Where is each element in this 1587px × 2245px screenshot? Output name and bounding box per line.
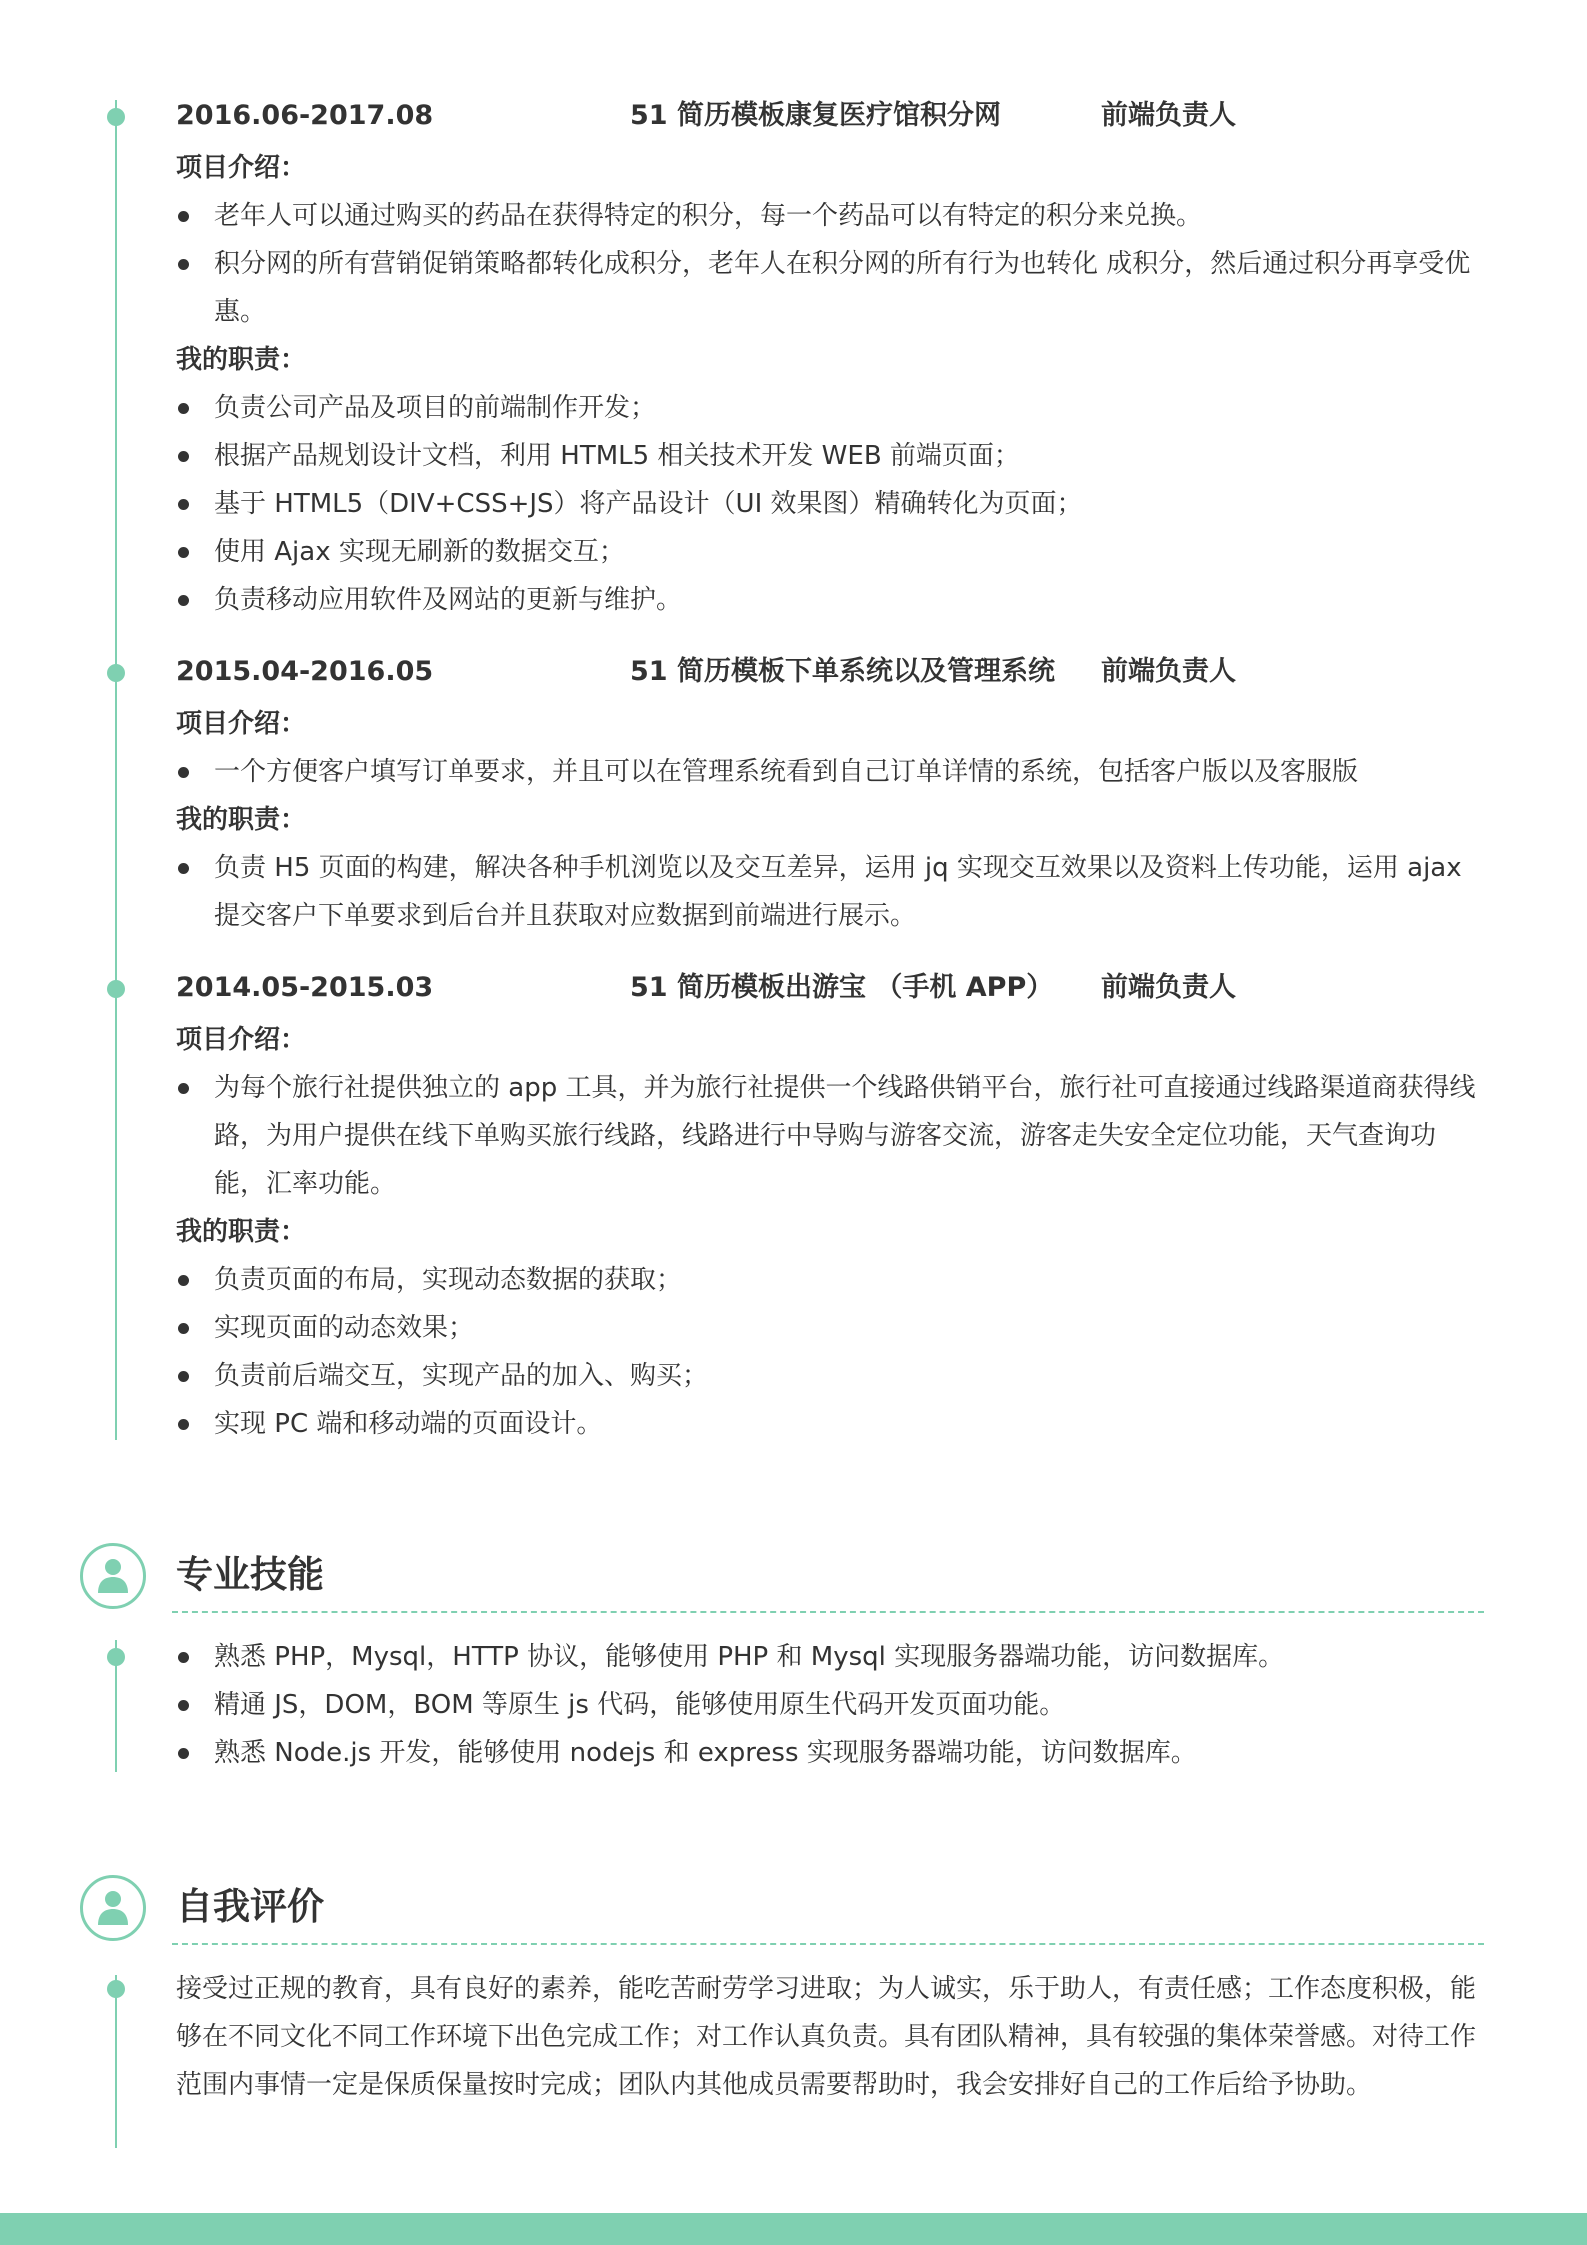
skills-list-block [176, 1633, 1482, 1777]
section-divider [172, 1943, 1484, 1945]
timeline-dot [107, 108, 125, 126]
list-item: 根据产品规划设计文档，利用 HTML5 相关技术开发 WEB 前端页面； [176, 432, 1482, 480]
project-header [176, 96, 1482, 144]
project-name: 51 简历模板出游宝 （手机 APP） [630, 972, 1054, 1003]
project-duty-list [176, 384, 1482, 624]
list-item: 负责 H5 页面的构建，解决各种手机浏览以及交互差异，运用 jq 实现交互效果以及资料上传功能，运用 ajax 提交客户下单要求到后台并且获取对应数据到前端进行展示。 [176, 844, 1482, 940]
list-item: 积分网的所有营销促销策略都转化成积分，老年人在积分网的所有行为也转化 成积分，然后通过积分再享受优惠。 [176, 240, 1482, 336]
project-date: 2014.05-2015.03 [176, 972, 434, 1003]
section-title: 自我评价 [176, 1885, 324, 1928]
project-entry [176, 96, 1482, 624]
list-item: 基于 HTML5（DIV+CSS+JS）将产品设计（UI 效果图）精确转化为页面； [176, 480, 1482, 528]
list-item: 精通 JS，DOM，BOM 等原生 js 代码，能够使用原生代码开发页面功能。 [176, 1681, 1482, 1729]
list-item: 实现 PC 端和移动端的页面设计。 [176, 1400, 1482, 1448]
project-intro-list [176, 748, 1482, 796]
person-icon [80, 1543, 146, 1609]
project-date: 2016.06-2017.08 [176, 100, 434, 131]
timeline-dot [107, 1980, 125, 1998]
project-name: 51 简历模板康复医疗馆积分网 [630, 100, 1001, 131]
project-intro-label: 项目介绍： [176, 709, 307, 739]
project-role: 前端负责人 [1101, 972, 1236, 1003]
list-item: 熟悉 PHP，Mysql，HTTP 协议，能够使用 PHP 和 Mysql 实现服务器端功能，访问数据库。 [176, 1633, 1482, 1681]
project-duty-list [176, 844, 1482, 940]
project-duty-list [176, 1256, 1482, 1448]
list-item: 使用 Ajax 实现无刷新的数据交互； [176, 528, 1482, 576]
timeline-line-projects [115, 100, 117, 1440]
project-header [176, 652, 1482, 700]
skills-list [176, 1633, 1482, 1777]
project-intro-label: 项目介绍： [176, 1025, 307, 1055]
project-date: 2015.04-2016.05 [176, 656, 434, 687]
project-intro-list [176, 1064, 1482, 1208]
project-duty-label: 我的职责： [176, 1217, 307, 1247]
list-item: 为每个旅行社提供独立的 app 工具，并为旅行社提供一个线路供销平台，旅行社可直接通过线路渠道商获得线路，为用户提供在线下单购买旅行线路，线路进行中导购与游客交流，游客走失安全定位功能，天气查询功能，汇率功能。 [176, 1064, 1482, 1208]
list-item: 老年人可以通过购买的药品在获得特定的积分，每一个药品可以有特定的积分来兑换。 [176, 192, 1482, 240]
project-duty-label: 我的职责： [176, 805, 307, 835]
project-intro-list [176, 192, 1482, 336]
list-item: 负责前后端交互，实现产品的加入、购买； [176, 1352, 1482, 1400]
list-item: 负责移动应用软件及网站的更新与维护。 [176, 576, 1482, 624]
project-intro-label: 项目介绍： [176, 153, 307, 183]
list-item: 负责页面的布局，实现动态数据的获取； [176, 1256, 1482, 1304]
list-item: 实现页面的动态效果； [176, 1304, 1482, 1352]
project-entry [176, 968, 1482, 1448]
list-item: 负责公司产品及项目的前端制作开发； [176, 384, 1482, 432]
list-item: 熟悉 Node.js 开发，能够使用 nodejs 和 express 实现服务器端功能，访问数据库。 [176, 1729, 1482, 1777]
person-icon [80, 1875, 146, 1941]
timeline-dot [107, 980, 125, 998]
section-divider [172, 1611, 1484, 1613]
project-role: 前端负责人 [1101, 656, 1236, 687]
footer-accent-bar [0, 2213, 1587, 2245]
timeline-line-self-eval [115, 1975, 117, 2148]
section-title: 专业技能 [176, 1553, 324, 1596]
section-header-skills [80, 1543, 1484, 1615]
project-name: 51 简历模板下单系统以及管理系统 [630, 656, 1055, 687]
self-evaluation-text: 接受过正规的教育，具有良好的素养，能吃苦耐劳学习进取；为人诚实，乐于助人，有责任感；工作态度积极，能够在不同文化不同工作环境下出色完成工作；对工作认真负责。具有团队精神，具有较强的集体荣誉感。对待工作范围内事情一定是保质保量按时完成；团队内其他成员需要帮助时，我会安排好自己的工作后给予协助。 [176, 1974, 1477, 2100]
timeline-dot [107, 664, 125, 682]
project-role: 前端负责人 [1101, 100, 1236, 131]
list-item: 一个方便客户填写订单要求，并且可以在管理系统看到自己订单详情的系统，包括客户版以及客服版 [176, 748, 1482, 796]
project-entry [176, 652, 1482, 940]
section-header-self-eval [80, 1875, 1484, 1947]
project-header [176, 968, 1482, 1016]
timeline-dot [107, 1648, 125, 1666]
project-duty-label: 我的职责： [176, 345, 307, 375]
